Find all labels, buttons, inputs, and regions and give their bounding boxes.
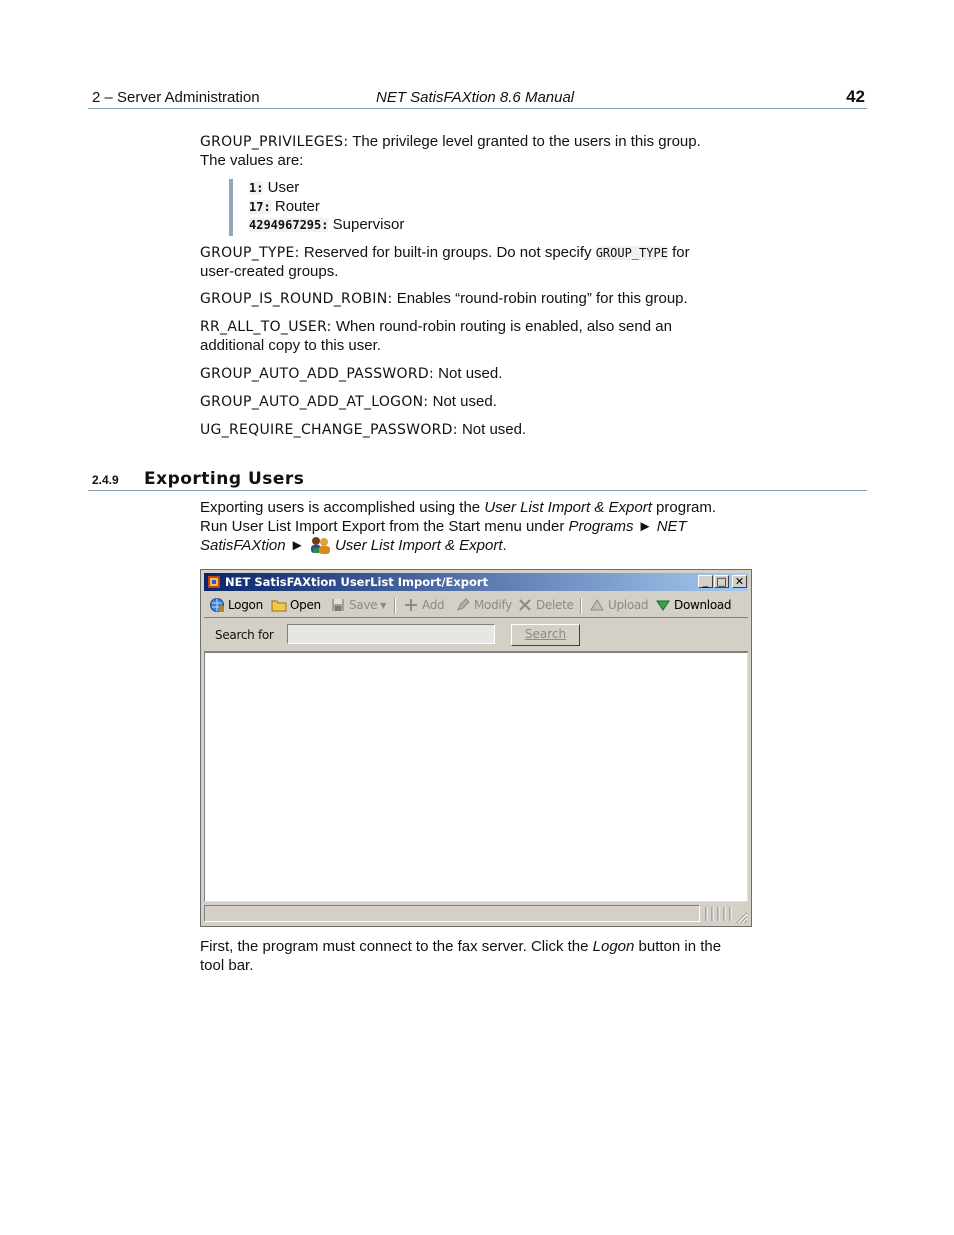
- section-title: Exporting Users: [144, 469, 305, 489]
- search-label: Search for: [215, 628, 274, 642]
- field-round-robin: [200, 290, 760, 309]
- instruction-logon: Logon: [592, 938, 635, 955]
- value-key: 1:: [249, 181, 264, 195]
- toolbar-separator: [394, 598, 396, 614]
- value-item: [249, 179, 404, 198]
- run-text: Run User List Import Export from the Start menu under: [200, 517, 569, 535]
- window-title: NET SatisFAXtion UserList Import/Export: [225, 575, 489, 589]
- chevron-down-icon: ▼: [380, 600, 387, 610]
- field-desc-2: The values are:: [200, 151, 304, 169]
- field-desc: When round-robin routing is enabled, also send an: [331, 318, 672, 335]
- value-label: Supervisor: [328, 216, 405, 233]
- field-term: GROUP_TYPE:: [200, 245, 300, 261]
- value-item: [249, 216, 404, 235]
- x-icon: [517, 597, 533, 613]
- close-button[interactable]: ✕: [732, 575, 747, 588]
- value-key: 4294967295:: [249, 218, 329, 232]
- menu-arrow: ►: [285, 537, 309, 554]
- field-desc-2: user-created groups.: [200, 262, 339, 280]
- globe-icon: [209, 597, 225, 613]
- maximize-button[interactable]: □: [714, 575, 729, 588]
- instruction-text: First, the program must connect to the fax server. Click the: [200, 938, 593, 955]
- upload-button[interactable]: [589, 597, 648, 613]
- add-label: Add: [422, 598, 445, 612]
- minimize-button[interactable]: _: [698, 575, 713, 588]
- floppy-icon: [330, 597, 346, 613]
- privilege-values: [229, 179, 404, 236]
- modify-button[interactable]: [455, 597, 512, 613]
- download-label: Download: [674, 598, 732, 612]
- save-button[interactable]: [330, 597, 386, 613]
- toolbar-separator: [580, 598, 582, 614]
- user-list[interactable]: [204, 652, 748, 902]
- menu-end: .: [502, 537, 507, 554]
- app-icon: [207, 575, 221, 589]
- value-key: 17:: [249, 199, 271, 214]
- field-desc: Not used.: [428, 393, 497, 410]
- field-group-type: [200, 244, 760, 281]
- field-group-privileges: [200, 133, 760, 170]
- instruction-text-2: tool bar.: [200, 956, 254, 974]
- open-label: Open: [290, 598, 321, 612]
- menu-arrow: ►: [633, 517, 657, 535]
- field-term: UG_REQUIRE_CHANGE_PASSWORD:: [200, 422, 458, 438]
- delete-label: Delete: [536, 598, 574, 612]
- field-term: GROUP_AUTO_ADD_AT_LOGON:: [200, 394, 429, 410]
- modify-label: Modify: [474, 598, 512, 612]
- search-input[interactable]: [287, 624, 495, 644]
- download-button[interactable]: [655, 597, 731, 613]
- logon-instruction: [200, 938, 770, 975]
- page-header: [88, 86, 867, 109]
- instruction-text-end: button in the: [634, 938, 722, 955]
- field-term: GROUP_IS_ROUND_ROBIN:: [200, 291, 393, 307]
- add-button[interactable]: [403, 597, 444, 613]
- delete-button[interactable]: [517, 597, 574, 613]
- field-term: GROUP_PRIVILEGES:: [200, 134, 349, 150]
- field-desc: Not used.: [434, 365, 503, 382]
- pencil-icon: [455, 597, 471, 613]
- search-button[interactable]: Search: [511, 624, 580, 646]
- menu-net: NET: [656, 517, 687, 535]
- status-bar: [204, 904, 748, 924]
- value-label: User: [263, 179, 300, 196]
- menu-satisfaxtion: SatisFAXtion: [200, 537, 286, 554]
- folder-icon: [271, 597, 287, 613]
- field-auto-add-password: [200, 365, 760, 384]
- users-icon: [309, 536, 331, 554]
- status-bars-icon: [704, 906, 734, 922]
- window-titlebar[interactable]: [204, 573, 748, 591]
- triangle-up-icon: [589, 597, 605, 613]
- section-intro: [200, 499, 770, 556]
- field-desc: Enables “round-robin routing” for this group.: [392, 290, 688, 307]
- inline-code: GROUP_TYPE: [595, 246, 668, 260]
- field-term: RR_ALL_TO_USER:: [200, 319, 332, 335]
- page-number: 42: [846, 87, 865, 106]
- field-desc: The privilege level granted to the users in this group.: [348, 133, 701, 150]
- search-bar: [204, 619, 748, 652]
- triangle-down-icon: [655, 597, 671, 613]
- field-desc: Reserved for built-in groups. Do not specify: [299, 244, 596, 261]
- field-term: GROUP_AUTO_ADD_PASSWORD:: [200, 366, 435, 382]
- value-item: [249, 198, 404, 217]
- field-auto-add-at-logon: [200, 393, 760, 412]
- logon-label: Logon: [228, 598, 263, 612]
- program-name: User List Import & Export: [484, 499, 652, 516]
- logon-button[interactable]: [209, 597, 263, 613]
- resize-grip-icon[interactable]: [734, 910, 748, 924]
- manual-title: NET SatisFAXtion 8.6 Manual: [376, 89, 575, 106]
- field-rr-all-to-user: [200, 318, 760, 355]
- app-window: [200, 569, 752, 927]
- menu-user-list: User List Import & Export: [334, 537, 503, 554]
- toolbar: [204, 593, 748, 618]
- chapter-title: 2 – Server Administration: [92, 89, 260, 106]
- field-ug-require-change-password: [200, 421, 760, 440]
- menu-programs: Programs: [568, 517, 634, 535]
- field-desc-end: for: [667, 244, 690, 261]
- field-desc-2: additional copy to this user.: [200, 336, 381, 354]
- intro-text-end: program.: [651, 499, 717, 516]
- section-heading: [88, 468, 867, 491]
- open-button[interactable]: [271, 597, 321, 613]
- status-pane: [204, 905, 700, 922]
- section-number: 2.4.9: [92, 473, 119, 487]
- save-label: Save: [349, 598, 378, 612]
- upload-label: Upload: [608, 598, 649, 612]
- field-desc: Not used.: [457, 421, 527, 438]
- plus-icon: [403, 597, 419, 613]
- value-label: Router: [270, 197, 320, 215]
- intro-text: Exporting users is accomplished using the: [200, 499, 485, 516]
